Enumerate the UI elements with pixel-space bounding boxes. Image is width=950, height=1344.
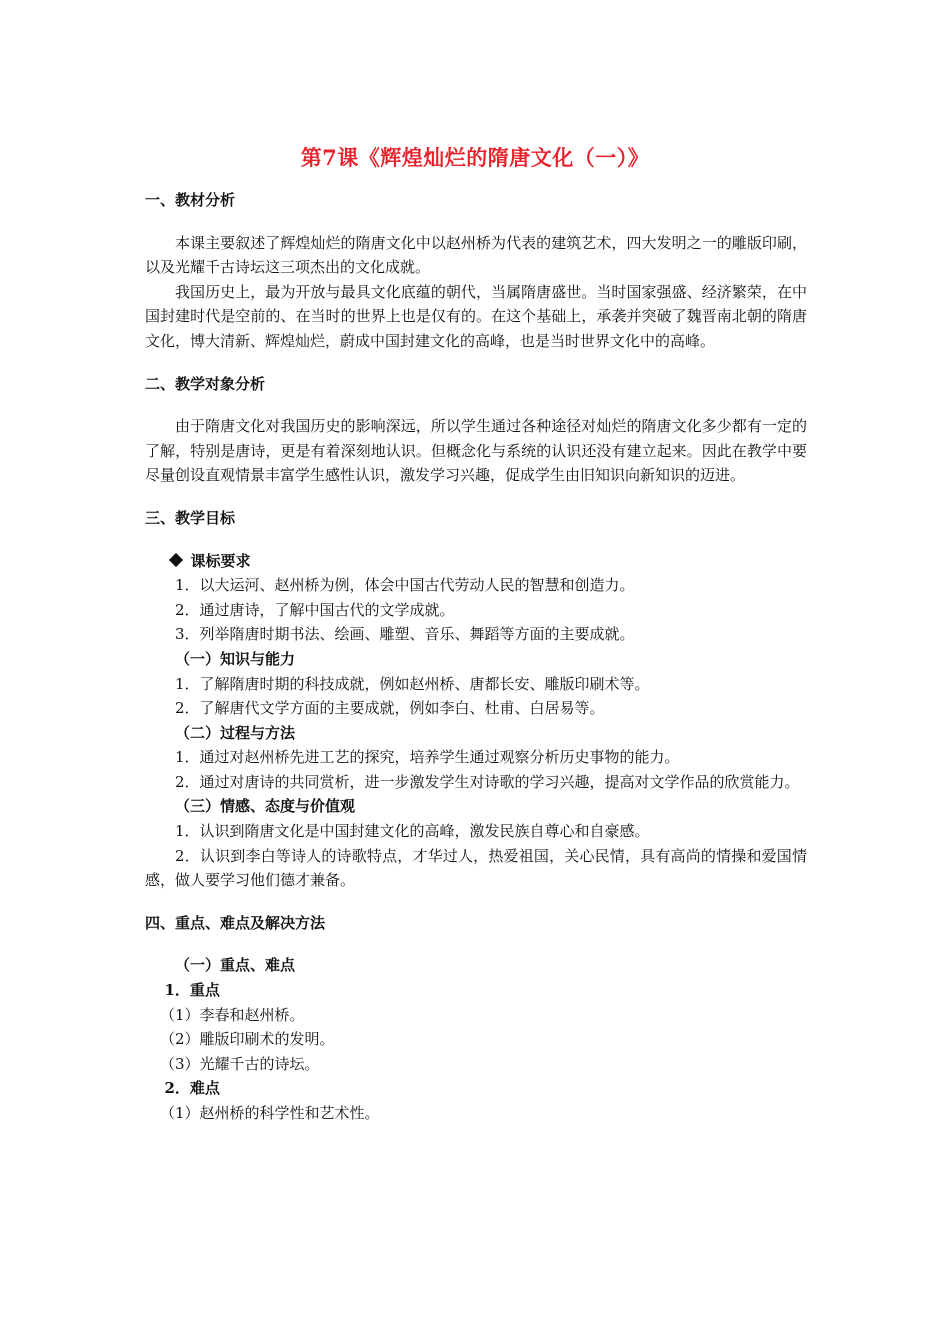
paragraph: 本课主要叙述了辉煌灿烂的隋唐文化中以赵州桥为代表的建筑艺术，四大发明之一的雕版印刷，以及光耀千古诗坛这三项杰出的文化成就。 — [145, 233, 807, 277]
section-heading-goals: 三、教学目标 — [145, 508, 236, 527]
list-item: 1．以大运河、赵州桥为例，体会中国古代劳动人民的智慧和创造力。 — [175, 576, 635, 595]
subheading-focus: 1．重点 — [164, 981, 220, 1000]
list-item: （1）李春和赵州桥。 — [160, 1005, 305, 1024]
list-item: （3）光耀千古的诗坛。 — [160, 1054, 320, 1073]
page-title: 第7课《辉煌灿烂的隋唐文化（一）》 — [300, 145, 650, 170]
list-item: 3．列举隋唐时期书法、绘画、雕塑、音乐、舞蹈等方面的主要成就。 — [175, 625, 635, 644]
section-heading-students: 二、教学对象分析 — [145, 374, 266, 393]
subheading-keypoints: （一）重点、难点 — [175, 956, 296, 975]
subheading-difficulty: 2．难点 — [164, 1079, 220, 1098]
subheading-knowledge: （一）知识与能力 — [175, 649, 296, 668]
list-item: 2．认识到李白等诗人的诗歌特点，才华过人，热爱祖国，关心民情，具有高尚的情操和爱国情感，做人要学习他们德才兼备。 — [145, 846, 807, 890]
document-body — [145, 188, 807, 1126]
list-item: 1．了解隋唐时期的科技成就，例如赵州桥、唐都长安、雕版印刷术等。 — [175, 674, 650, 693]
paragraph: 我国历史上，最为开放与最具文化底蕴的朝代，当属隋唐盛世。当时国家强盛、经济繁荣，在中国封建时代是空前的、在当时的世界上也是仅有的。在这个基础上，承袭并突破了魏晋南北朝的隋唐文化，博大清新、辉煌灿烂，蔚成中国封建文化的高峰，也是当时世界文化中的高峰。 — [145, 282, 807, 350]
section-heading-keypoints: 四、重点、难点及解决方法 — [145, 913, 326, 932]
paragraph: 由于隋唐文化对我国历史的影响深远，所以学生通过各种途径对灿烂的隋唐文化多少都有一定的了解，特别是唐诗，更是有着深刻地认识。但概念化与系统的认识还没有建立起来。因此在教学中要尽量创设直观情景丰富学生感性认识，激发学习兴趣，促成学生由旧知识向新知识的迈进。 — [145, 417, 807, 485]
section-heading-analysis: 一、教材分析 — [145, 191, 236, 209]
list-item: （2）雕版印刷术的发明。 — [160, 1030, 335, 1049]
subheading-attitude: （三）情感、态度与价值观 — [175, 797, 356, 816]
subheading-process: （二）过程与方法 — [175, 723, 296, 742]
diamond-bullet-icon — [168, 552, 182, 566]
list-item: （1）赵州桥的科学性和艺术性。 — [160, 1104, 380, 1122]
list-item: 1．认识到隋唐文化是中国封建文化的高峰，激发民族自尊心和自豪感。 — [175, 822, 650, 841]
list-item: 2．了解唐代文学方面的主要成就，例如李白、杜甫、白居易等。 — [175, 699, 605, 718]
list-item: 2．通过唐诗，了解中国古代的文学成就。 — [175, 600, 455, 619]
curriculum-requirement-heading: 课标要求 — [145, 549, 807, 574]
list-item: 2．通过对唐诗的共同赏析，进一步激发学生对诗歌的学习兴趣，提高对文学作品的欣赏能力。 — [175, 772, 800, 791]
list-item: 1．通过对赵州桥先进工艺的探究，培养学生通过观察分析历史事物的能力。 — [175, 748, 680, 767]
